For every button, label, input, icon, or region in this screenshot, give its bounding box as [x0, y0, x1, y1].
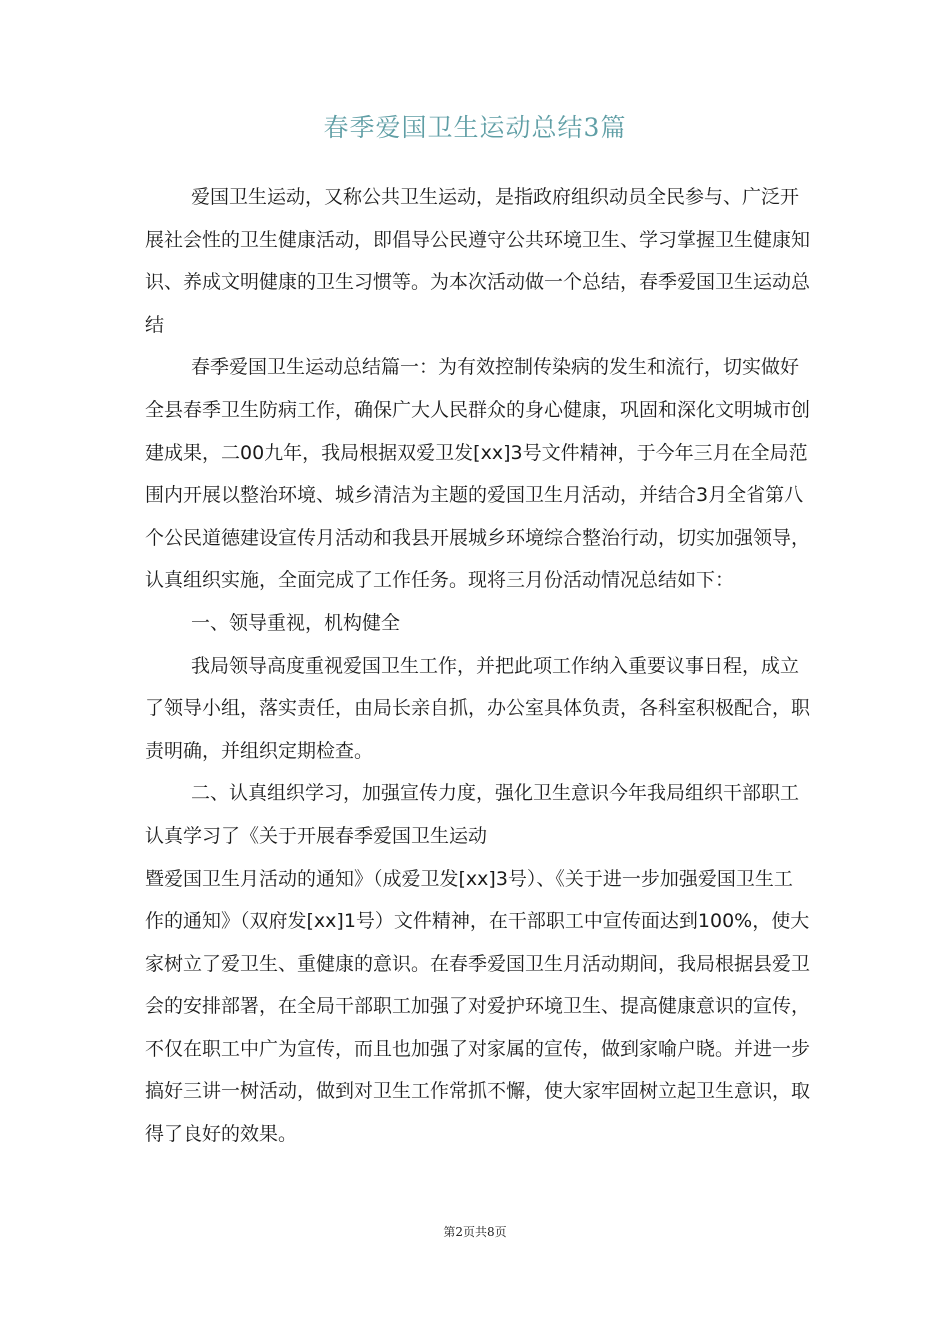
document-title: 春季爱国卫生运动总结3篇 — [323, 113, 627, 142]
section-heading-study: 二、认真组织学习，加强宣传力度，强化卫生意识今年我局组织干部职工认真学习了《关于开展春季爱国卫生运动 — [145, 782, 800, 847]
paragraph-intro: 爱国卫生运动，又称公共卫生运动，是指政府组织动员全民参与、广泛开展社会性的卫生健康活动，即倡导公民遵守公共环境卫生、学习掌握卫生健康知识、养成文明健康的卫生习惯等。为本次活动做一个总结，春季爱国卫生运动总结 — [145, 186, 811, 336]
paragraph-summary-part-one: 春季爱国卫生运动总结篇一：为有效控制传染病的发生和流行，切实做好全县春季卫生防病工作，确保广大人民群众的身心健康，巩固和深化文明城市创建成果，二00九年，我局根据双爱卫发[xx]3号文件精神，于今年三月在全局范围内开展以整治环境、城乡清洁为主题的爱国卫生月活动，并结合3月全省第八个公民道德建设宣传月活动和我县开展城乡环境综合整治行动，切实加强领导，认真组织实施，全面完成了工作任务。现将三月份活动情况总结如下： — [145, 356, 811, 592]
paragraph-study: 暨爱国卫生月活动的通知》（成爱卫发[xx]3号）、《关于进一步加强爱国卫生工作的通知》（双府发[xx]1号）文件精神，在干部职工中宣传面达到100%，使大家树立了爱卫生、重健康的意识。在春季爱国卫生月活动期间，我局根据县爱卫会的安排部署，在全局干部职工加强了对爱护环境卫生、提高健康意识的宣传，不仅在职工中广为宣传，而且也加强了对家属的宣传，做到家喻户晓。并进一步搞好三讲一树活动，做到对卫生工作常抓不懈，使大家牢固树立起卫生意识，取得了良好的效果。 — [145, 867, 811, 1146]
section-heading-leadership: 一、领导重视，机构健全 — [191, 611, 401, 634]
document-body — [145, 176, 810, 1156]
page-number-footer: 第2页共8页 — [443, 1225, 507, 1239]
paragraph-leadership: 我局领导高度重视爱国卫生工作，并把此项工作纳入重要议事日程，成立了领导小组，落实责任，由局长亲自抓，办公室具体负责，各科室积极配合，职责明确，并组织定期检查。 — [145, 654, 811, 762]
